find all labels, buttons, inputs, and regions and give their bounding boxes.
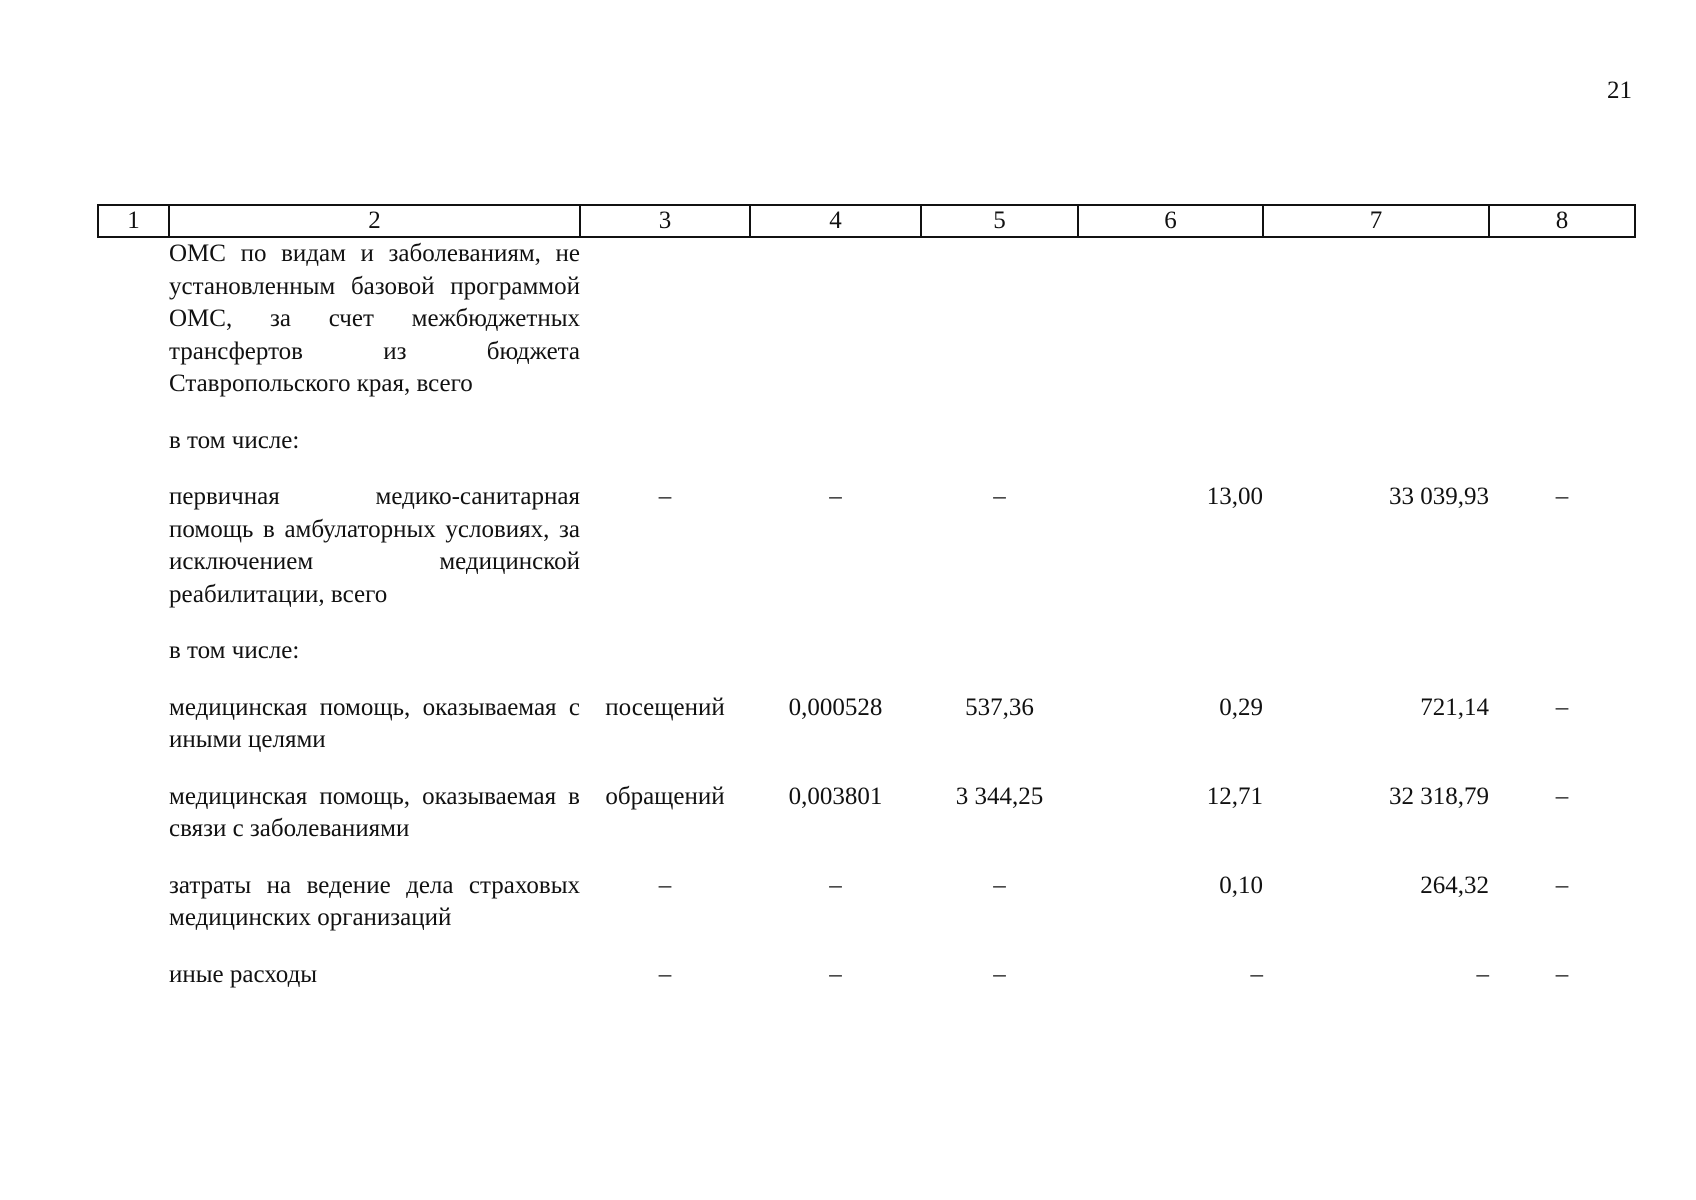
value-cell <box>921 425 1078 458</box>
value-cell: 264,32 <box>1420 871 1489 899</box>
value-cell: 3 344,25 <box>955 782 1044 810</box>
column-number: 4 <box>750 205 921 237</box>
column-number: 6 <box>1078 205 1263 237</box>
table-row <box>98 635 1635 668</box>
value-cell <box>750 425 921 458</box>
column-number: 1 <box>98 205 169 237</box>
value-cell <box>1078 237 1263 401</box>
unit-cell: – <box>658 483 672 510</box>
value-cell: – <box>1555 960 1569 988</box>
data-table <box>97 204 1636 991</box>
value-cell: 0,000528 <box>788 693 883 721</box>
table-row <box>98 481 1635 611</box>
value-cell <box>1263 425 1489 458</box>
unit-cell: обращений <box>605 782 725 810</box>
value-cell: – <box>829 871 842 899</box>
value-cell <box>1489 635 1635 668</box>
page-number: 21 <box>1607 77 1632 104</box>
unit-cell <box>580 237 750 401</box>
value-cell: – <box>1555 693 1569 721</box>
value-cell: 33 039,93 <box>1389 483 1489 510</box>
unit-cell: посещений <box>605 693 725 721</box>
table-row <box>98 959 1635 992</box>
value-cell: – <box>993 483 1006 510</box>
row-label: первичная медико-санитарная помощь в амбулаторных условиях, за исключением медицинской реабилитации, всего <box>169 483 580 608</box>
value-cell <box>750 635 921 668</box>
value-cell: 0,10 <box>1219 871 1263 899</box>
value-cell: – <box>1476 960 1489 988</box>
value-cell: 0,29 <box>1219 693 1263 721</box>
column-number: 7 <box>1263 205 1489 237</box>
value-cell <box>1489 425 1635 458</box>
table-row <box>98 425 1635 458</box>
table-row <box>98 237 1635 401</box>
value-cell: 12,71 <box>1206 782 1263 810</box>
value-cell: – <box>829 483 842 510</box>
row-label: медицинская помощь, оказываемая в связи с заболеваниями <box>169 782 580 842</box>
row-label: затраты на ведение дела страховых медицинских организаций <box>169 871 580 931</box>
column-number: 2 <box>169 205 580 237</box>
value-cell <box>1263 635 1489 668</box>
value-cell: – <box>993 871 1006 899</box>
column-number-row <box>98 205 1635 237</box>
value-cell: 0,003801 <box>788 782 883 810</box>
value-cell: – <box>1250 960 1263 988</box>
value-cell <box>921 635 1078 668</box>
row-label: в том числе: <box>169 426 300 454</box>
value-cell <box>1489 237 1635 401</box>
value-cell: 32 318,79 <box>1389 782 1489 810</box>
column-number: 3 <box>580 205 750 237</box>
unit-cell <box>580 635 750 668</box>
value-cell <box>750 237 921 401</box>
value-cell <box>921 237 1078 401</box>
value-cell: 13,00 <box>1206 483 1263 510</box>
value-cell <box>1078 425 1263 458</box>
value-cell: 721,14 <box>1420 693 1489 721</box>
unit-cell: – <box>658 960 672 988</box>
value-cell: 537,36 <box>965 693 1034 721</box>
table-row <box>98 692 1635 757</box>
row-label: медицинская помощь, оказываемая с иными целями <box>169 693 580 753</box>
table-row <box>98 870 1635 935</box>
value-cell: – <box>993 960 1006 988</box>
row-label: иные расходы <box>169 960 318 988</box>
value-cell <box>1078 635 1263 668</box>
value-cell: – <box>829 960 842 988</box>
unit-cell <box>580 425 750 458</box>
value-cell <box>1263 237 1489 401</box>
column-number: 8 <box>1489 205 1635 237</box>
row-label: ОМС по видам и заболеваниям, не установленным базовой программой ОМС, за счет межбюджетных трансфертов из бюджета Ставропольского края, всего <box>169 240 580 397</box>
table-row <box>98 781 1635 846</box>
value-cell: – <box>1555 782 1569 810</box>
column-number: 5 <box>921 205 1078 237</box>
value-cell: – <box>1555 871 1569 899</box>
row-label: в том числе: <box>169 637 300 664</box>
value-cell: – <box>1555 483 1569 510</box>
unit-cell: – <box>658 871 672 899</box>
